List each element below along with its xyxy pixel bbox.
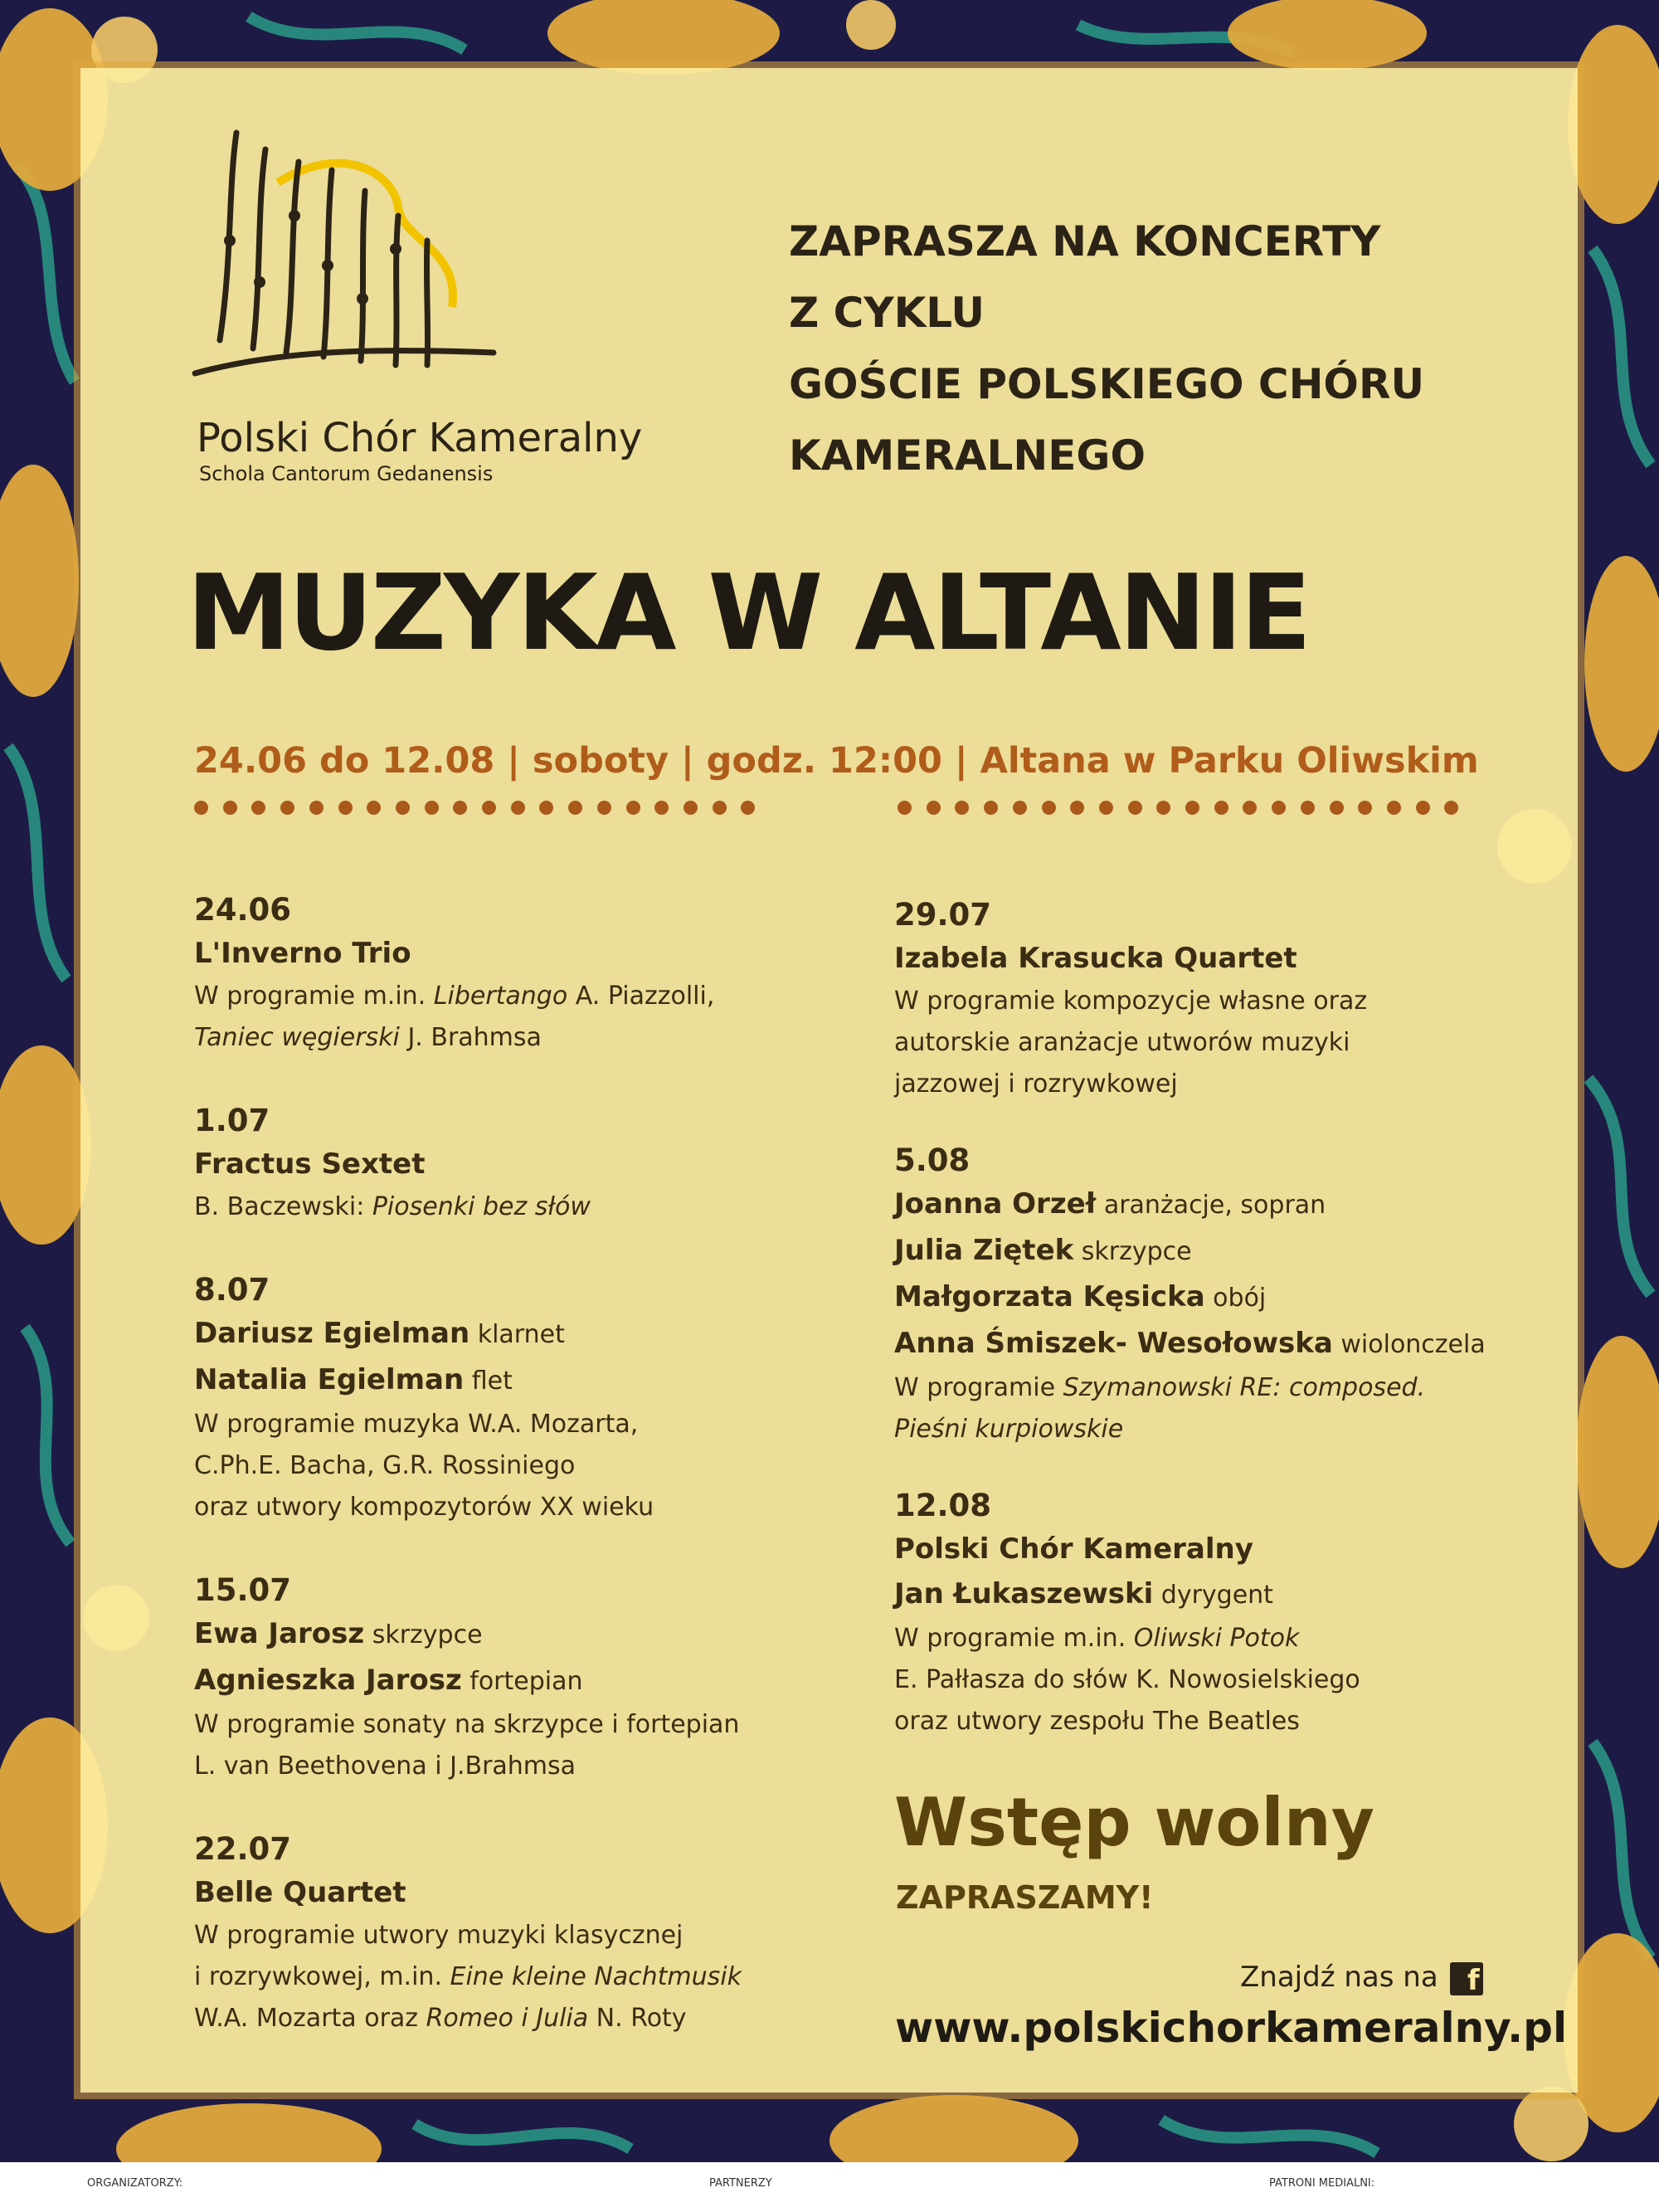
- divider-dot: [741, 801, 755, 815]
- divider-dot: [425, 801, 439, 815]
- divider-dot: [1272, 801, 1286, 815]
- choir-logo-icon: [187, 124, 502, 398]
- website-link[interactable]: www.polskichorkameralny.pl: [895, 2004, 1568, 2052]
- divider-dot: [1214, 801, 1228, 815]
- event-program: W programie Szymanowski RE: composed.: [894, 1373, 1426, 1402]
- divider-dot: [1185, 801, 1199, 815]
- event-12-08: [894, 1485, 1541, 1742]
- performer-line: Jan Łukaszewski dyrygent: [894, 1577, 1273, 1610]
- find-us-label: Znajdź nas na: [1240, 1961, 1438, 1994]
- page-title: MUZYKA W ALTANIE: [187, 552, 1310, 674]
- event-date: 12.08: [894, 1488, 992, 1523]
- divider-dot: [1301, 801, 1315, 815]
- invite-line: ZAPRASZA NA KONCERTY: [789, 217, 1381, 266]
- event-program: oraz utwory zespołu The Beatles: [894, 1707, 1300, 1736]
- events-left-column: [194, 889, 825, 2081]
- event-date: 8.07: [194, 1272, 270, 1308]
- event-program: E. Pałłasza do słów K. Nowosielskiego: [894, 1665, 1360, 1694]
- event-24-06: [194, 889, 825, 1059]
- divider-dot: [280, 801, 294, 815]
- divider-dot: [1358, 801, 1372, 815]
- event-date: 24.06: [194, 892, 292, 928]
- divider-dot: [539, 801, 553, 815]
- event-title: L'Inverno Trio: [194, 937, 411, 970]
- divider-dot: [309, 801, 324, 815]
- event-program: W programie muzyka W.A. Mozarta,: [194, 1410, 639, 1439]
- divider-dot: [453, 801, 467, 815]
- divider-dot: [597, 801, 611, 815]
- choir-subtitle: Schola Cantorum Gedanensis: [199, 462, 494, 485]
- event-29-07: [894, 894, 1541, 1105]
- performer-line: Natalia Egielman flet: [194, 1363, 513, 1396]
- event-program: Taniec węgierski J. Brahmsa: [194, 1023, 542, 1052]
- performer-line: Joanna Orzeł aranżacje, sopran: [894, 1187, 1326, 1220]
- event-title: Polski Chór Kameralny: [894, 1532, 1253, 1566]
- divider-dot: [1128, 801, 1142, 815]
- performer-line: Anna Śmiszek- Wesołowska wiolonczela: [894, 1327, 1486, 1360]
- media-patrons-label: PATRONI MEDIALNI:: [1269, 2177, 1375, 2190]
- event-date: 1.07: [194, 1103, 270, 1138]
- divider-dot: [626, 801, 640, 815]
- event-title: Izabela Krasucka Quartet: [894, 942, 1297, 975]
- divider-dot: [1070, 801, 1084, 815]
- divider-dot: [984, 801, 998, 815]
- event-program: W programie utwory muzyki klasycznej: [194, 1921, 684, 1950]
- divider-dot: [482, 801, 496, 815]
- divider-dot: [1387, 801, 1401, 815]
- event-5-08: [894, 1140, 1541, 1450]
- facebook-link[interactable]: [1240, 1961, 1483, 1995]
- partners-label: PARTNERZY: [709, 2177, 772, 2190]
- event-title: Belle Quartet: [194, 1876, 406, 1909]
- divider-dot: [898, 801, 912, 815]
- event-8-07: [194, 1269, 825, 1528]
- event-program: B. Baczewski: Piosenki bez słów: [194, 1192, 591, 1221]
- divider-dot: [1330, 801, 1344, 815]
- divider-dot: [251, 801, 265, 815]
- performer-line: Agnieszka Jarosz fortepian: [194, 1664, 583, 1697]
- invite-line: KAMERALNEGO: [789, 431, 1146, 480]
- divider-dot: [1042, 801, 1056, 815]
- divider-dot: [194, 801, 208, 815]
- invite-cta: ZAPRASZAMY!: [896, 1879, 1154, 1916]
- dotted-divider-right: [898, 801, 1495, 821]
- divider-dot: [367, 801, 381, 815]
- divider-dot: [568, 801, 582, 815]
- divider-dot: [396, 801, 410, 815]
- event-1-07: [194, 1100, 825, 1228]
- divider-dot: [1013, 801, 1027, 815]
- performer-line: Dariusz Egielman klarnet: [194, 1317, 565, 1350]
- divider-dot: [654, 801, 669, 815]
- event-program: oraz utwory kompozytorów XX wieku: [194, 1493, 654, 1522]
- divider-dot: [511, 801, 525, 815]
- choir-name: Polski Chór Kameralny: [197, 415, 643, 461]
- schedule-summary: 24.06 do 12.08 | soboty | godz. 12:00 | Altana w Parku Oliwskim: [194, 740, 1479, 782]
- event-program: C.Ph.E. Bacha, G.R. Rossiniego: [194, 1451, 576, 1480]
- organizers-label: ORGANIZATORZY:: [87, 2177, 183, 2190]
- divider-dot: [338, 801, 353, 815]
- event-date: 29.07: [894, 897, 992, 933]
- event-program: i rozrywkowej, m.in. Eine kleine Nachtmusik: [194, 1962, 742, 1991]
- divider-dot: [1444, 801, 1458, 815]
- divider-dot: [1243, 801, 1257, 815]
- event-program: W.A. Mozarta oraz Romeo i Julia N. Roty: [194, 2004, 687, 2033]
- performer-line: Ewa Jarosz skrzypce: [194, 1617, 483, 1650]
- event-program: W programie sonaty na skrzypce i fortepian: [194, 1710, 740, 1739]
- event-15-07: [194, 1570, 825, 1787]
- facebook-icon[interactable]: f: [1450, 1962, 1483, 1995]
- performer-line: Małgorzata Kęsicka obój: [894, 1280, 1267, 1313]
- event-date: 5.08: [894, 1143, 971, 1178]
- event-program: W programie m.in. Oliwski Potok: [894, 1624, 1300, 1653]
- invite-line: Z CYKLU: [789, 289, 985, 337]
- invite-heading: [789, 206, 1535, 491]
- invite-line: GOŚCIE POLSKIEGO CHÓRU: [789, 360, 1425, 408]
- event-program: W programie kompozycje własne oraz: [894, 987, 1368, 1016]
- event-program: autorskie aranżacje utworów muzyki: [894, 1028, 1350, 1057]
- event-program: Pieśni kurpiowskie: [894, 1415, 1124, 1444]
- dotted-divider-left: [194, 801, 791, 821]
- event-22-07: [194, 1829, 825, 2039]
- event-program: L. van Beethovena i J.Brahmsa: [194, 1752, 577, 1781]
- divider-dot: [955, 801, 969, 815]
- sponsors-footer: [0, 2162, 1659, 2212]
- event-date: 15.07: [194, 1572, 292, 1608]
- divider-dot: [223, 801, 237, 815]
- divider-dot: [1416, 801, 1430, 815]
- divider-dot: [1156, 801, 1170, 815]
- divider-dot: [927, 801, 941, 815]
- divider-dot: [1099, 801, 1113, 815]
- free-entry-heading: Wstęp wolny: [894, 1784, 1374, 1861]
- event-program: jazzowej i rozrywkowej: [894, 1069, 1178, 1099]
- event-title: Fractus Sextet: [194, 1147, 426, 1181]
- events-right-column: [894, 894, 1541, 1777]
- divider-dot: [684, 801, 698, 815]
- divider-dot: [713, 801, 727, 815]
- event-program: W programie m.in. Libertango A. Piazzolli,: [194, 982, 715, 1011]
- performer-line: Julia Ziętek skrzypce: [894, 1234, 1192, 1267]
- event-date: 22.07: [194, 1831, 292, 1867]
